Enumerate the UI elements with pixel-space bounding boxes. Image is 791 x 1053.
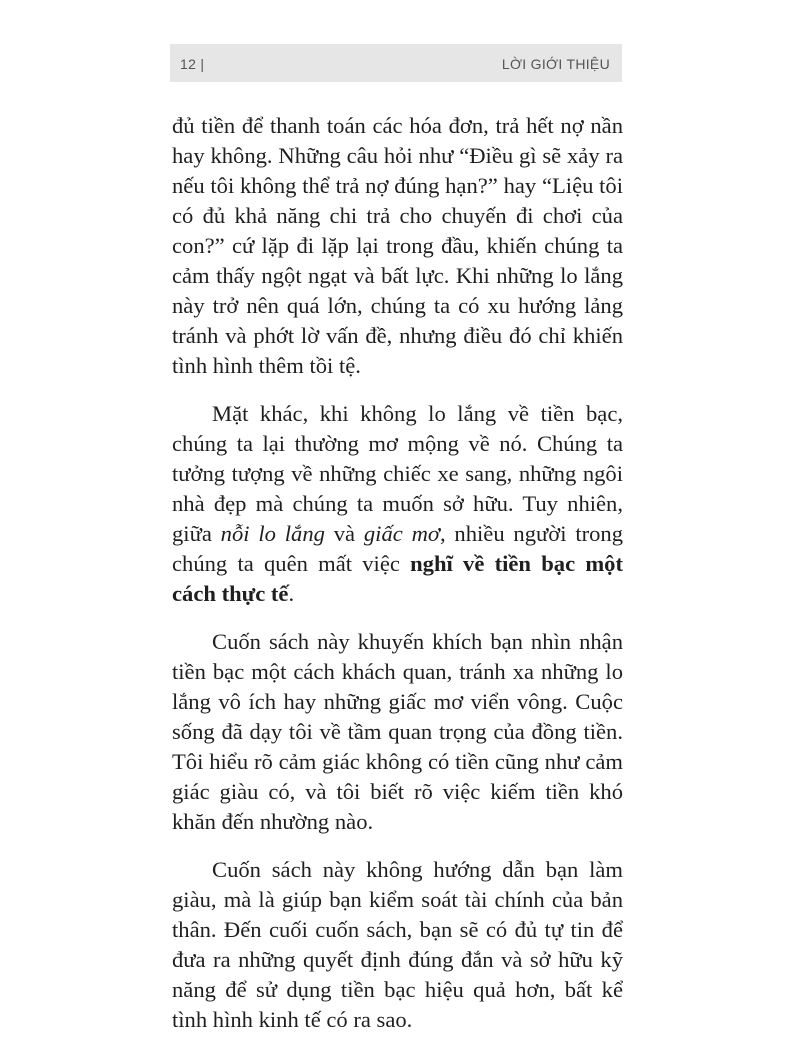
bold-phrase: nghĩ về tiền bạc một cách thực tế (172, 551, 623, 606)
paragraph-2-continuation: , nhiều người trong chúng ta quên mất việc (172, 521, 624, 576)
paragraph-2 (172, 399, 623, 609)
paragraph-1: đủ tiền để thanh toán các hóa đơn, trả hết nợ nần hay không. Những câu hỏi như “Điều gì sẽ xảy ra nếu tôi không thể trả nợ đúng hạn?” hay “Liệu tôi có đủ khả năng chi trả cho chuyến đi chơi của con?” cứ lặp đi lặp lại trong đầu, khiến chúng ta cảm thấy ngột ngạt và bất lực. Khi những lo lắng này trở nên quá lớn, chúng ta có xu hướng lảng tránh và phớt lờ vấn đề, nhưng điều đó chỉ khiến tình hình thêm tồi tệ. (172, 113, 623, 378)
page-header (170, 44, 622, 82)
body-text (172, 111, 623, 1053)
emphasis-dream: giấc mơ (363, 521, 440, 546)
emphasis-worry: nỗi lo lắng (220, 521, 325, 546)
paragraph-4: Cuốn sách này không hướng dẫn bạn làm giàu, mà là giúp bạn kiểm soát tài chính của bản thân. Đến cuối cuốn sách, bạn sẽ có đủ tự tin để đưa ra những quyết định đúng đắn và sở hữu kỹ năng để sử dụng tiền bạc hiệu quả hơn, bất kể tình hình kinh tế có ra sao. (172, 857, 623, 1032)
running-title: LỜI GIỚI THIỆU (501, 56, 610, 72)
paragraph-3: Cuốn sách này khuyến khích bạn nhìn nhận tiền bạc một cách khách quan, tránh xa những lo lắng vô ích hay những giấc mơ viển vông. Cuộc sống đã dạy tôi về tầm quan trọng của đồng tiền. Tôi hiểu rõ cảm giác không có tiền cũng như cảm giác giàu có, và tôi biết rõ việc kiếm tiền khó khăn đến nhường nào. (172, 629, 623, 834)
paragraph-2-text: Mặt khác, khi không lo lắng về tiền bạc, chúng ta lại thường mơ mộng về nó. Chúng ta tưởng tượng về những chiếc xe sang, những ngôi nhà đẹp mà chúng ta muốn sở hữu. Tuy nhiên, giữa (172, 401, 623, 546)
paragraph-2-conjunction: và (324, 521, 364, 546)
paragraph-2-end: . (288, 581, 295, 606)
page-number: 12 | (180, 56, 205, 72)
